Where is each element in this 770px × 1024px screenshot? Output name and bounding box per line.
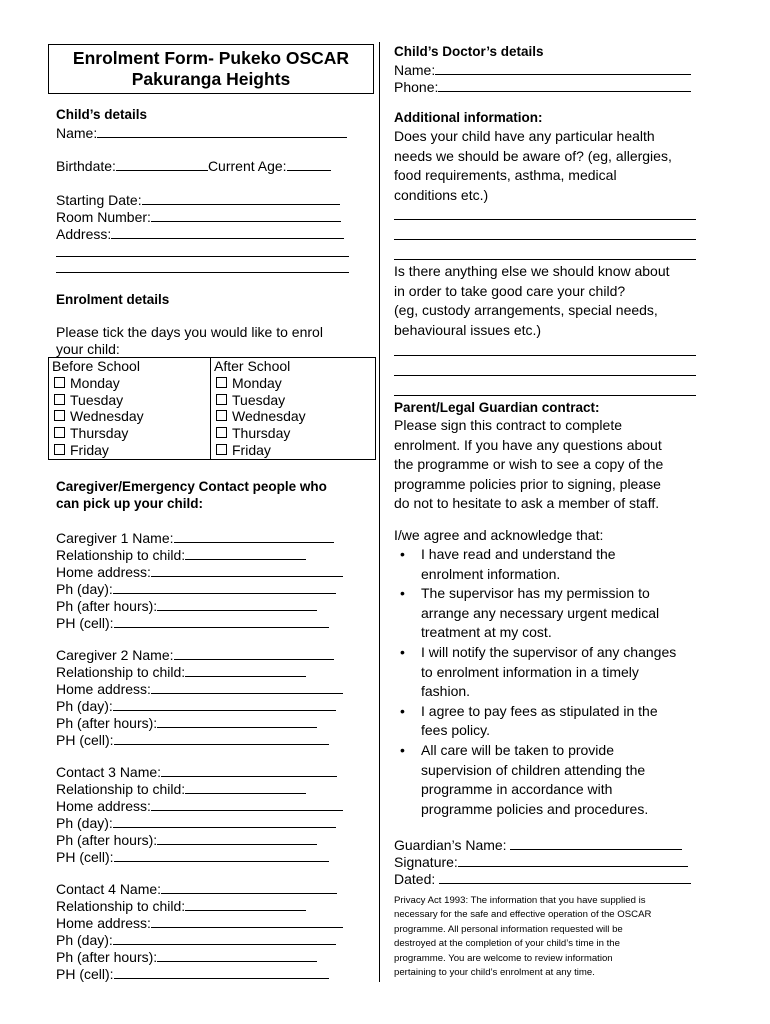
contact-1-field[interactable]: [56, 563, 343, 581]
current-age-line: [287, 157, 331, 171]
contact-field-line: [185, 546, 306, 560]
contact-field-line: [113, 697, 336, 711]
contact-field-label: Home address:: [56, 681, 151, 697]
before-school-header: Before School: [52, 358, 140, 374]
agreement-item: [396, 584, 711, 643]
doctor-name-line: [435, 61, 691, 75]
doctor-phone-label: Phone:: [394, 79, 439, 95]
contact-field-label: Contact 3 Name:: [56, 764, 162, 780]
contact-field-label: Caregiver 2 Name:: [56, 647, 174, 663]
address-field[interactable]: [56, 225, 344, 243]
agreement-item: [396, 643, 711, 702]
day-label: Wednesday: [232, 408, 306, 425]
day-label: Wednesday: [70, 408, 144, 425]
text-line: arrange any necessary urgent medical: [421, 604, 660, 621]
text-line: the programme or wish to see a copy of the: [394, 456, 664, 472]
text-line: programme. All personal information requested will be: [394, 923, 623, 935]
contact-field-line: [174, 529, 334, 543]
additional-info-question-1: [394, 127, 672, 205]
checkbox-icon[interactable]: [216, 427, 227, 438]
text-line: food requirements, asthma, medical: [394, 167, 617, 183]
contact-2-field[interactable]: [56, 646, 334, 664]
contact-3-field[interactable]: [56, 780, 306, 798]
dated-line: [439, 870, 691, 884]
checkbox-icon[interactable]: [54, 410, 65, 421]
contact-field-label: Ph (day):: [56, 932, 113, 948]
dated-field[interactable]: [394, 870, 691, 888]
text-line: programme policies and procedures.: [421, 800, 649, 817]
address-line-2[interactable]: [56, 256, 349, 257]
privacy-notice: [394, 894, 651, 980]
signature-line: [458, 853, 688, 867]
contact-field-label: PH (cell):: [56, 849, 114, 865]
checkbox-icon[interactable]: [216, 444, 227, 455]
checkbox-icon[interactable]: [216, 377, 227, 388]
contact-field-line: [114, 848, 329, 862]
checkbox-icon[interactable]: [216, 394, 227, 405]
column-divider: [379, 42, 380, 982]
checkbox-icon[interactable]: [54, 394, 65, 405]
text-line: enrolment. If you have any questions about: [394, 436, 662, 453]
text-line: Privacy Act 1993: The information that you have supplied is: [394, 895, 646, 906]
starting-date-line: [142, 191, 340, 205]
contact-field-line: [151, 797, 343, 811]
room-number-field[interactable]: [56, 208, 341, 226]
doctor-phone-line: [438, 78, 691, 92]
after-thursday-option[interactable]: [214, 425, 375, 442]
contact-field-line: [114, 731, 329, 745]
contact-1-field[interactable]: [56, 546, 306, 564]
doctor-heading: Child’s Doctor’s details: [394, 44, 544, 59]
agree-intro: I/we agree and acknowledge that:: [394, 527, 604, 543]
agreement-item: [396, 702, 711, 741]
day-label: Monday: [70, 374, 120, 391]
contact-field-label: Ph (day):: [56, 698, 113, 714]
health-answer-line-1[interactable]: [394, 219, 696, 220]
contact-field-label: Ph (after hours):: [56, 949, 158, 965]
contact-field-label: Contact 4 Name:: [56, 881, 162, 897]
enrol-instruction-line-2: your child:: [56, 341, 120, 357]
contract-heading: Parent/Legal Guardian contract:: [394, 400, 600, 415]
room-number-label: Room Number:: [56, 209, 151, 225]
starting-date-field[interactable]: [56, 191, 340, 209]
text-line: behavioural issues etc.): [394, 321, 542, 338]
contact-1-field[interactable]: [56, 597, 317, 615]
contact-field-line: [185, 897, 306, 911]
day-label: Friday: [232, 441, 271, 458]
contact-2-field[interactable]: [56, 663, 306, 681]
day-label: Friday: [70, 441, 109, 458]
signature-field[interactable]: [394, 853, 688, 871]
contact-2-field[interactable]: [56, 680, 343, 698]
doctor-name-label: Name:: [394, 62, 436, 78]
contact-field-line: [151, 563, 343, 577]
text-line: pertaining to your child’s enrolment at any time.: [394, 967, 595, 979]
contact-field-label: Ph (after hours):: [56, 832, 158, 848]
contact-3-field[interactable]: [56, 797, 343, 815]
contact-field-line: [114, 965, 329, 979]
guardian-name-line: [510, 836, 682, 850]
contact-1-field[interactable]: [56, 580, 336, 598]
form-title-line-2: Pakuranga Heights: [131, 69, 291, 89]
contact-field-line: [161, 880, 337, 894]
contact-field-label: Ph (after hours):: [56, 715, 158, 731]
day-label: Tuesday: [232, 391, 286, 408]
contact-field-label: Relationship to child:: [56, 781, 186, 797]
starting-date-label: Starting Date:: [56, 192, 142, 208]
text-line: destroyed at the completion of your child’s time in the: [394, 938, 620, 950]
health-answer-line-2[interactable]: [394, 239, 696, 240]
contact-field-line: [151, 680, 343, 694]
text-line: treatment at my cost.: [421, 624, 552, 641]
contact-3-field[interactable]: [56, 814, 336, 832]
contact-field-label: Relationship to child:: [56, 664, 186, 680]
contact-field-line: [185, 780, 306, 794]
other-answer-line-2[interactable]: [394, 375, 696, 376]
days-table: [48, 357, 376, 460]
agreement-list: [396, 545, 711, 819]
contacts-heading-line-2: can pick up your child:: [56, 496, 204, 511]
contact-field-line: [157, 948, 317, 962]
contact-field-line: [157, 831, 317, 845]
contact-4-field[interactable]: [56, 948, 317, 966]
birthdate-label: Birthdate:: [56, 158, 116, 174]
contact-4-field[interactable]: [56, 931, 336, 949]
agreement-item: [396, 545, 711, 584]
contract-intro: [394, 416, 663, 514]
additional-info-question-2: [394, 262, 670, 340]
checkbox-icon[interactable]: [54, 377, 65, 388]
before-school-column: [49, 358, 211, 460]
checkbox-icon[interactable]: [216, 410, 227, 421]
contact-field-label: Home address:: [56, 564, 151, 580]
health-answer-line-3[interactable]: [394, 259, 696, 260]
room-number-line: [151, 208, 341, 222]
before-wednesday-option[interactable]: [52, 408, 210, 425]
after-monday-option[interactable]: [214, 375, 375, 392]
checkbox-icon[interactable]: [54, 427, 65, 438]
text-line: conditions etc.): [394, 186, 489, 203]
childs-details-heading: Child’s details: [56, 107, 148, 122]
contact-field-label: Home address:: [56, 915, 151, 931]
contact-field-line: [157, 597, 317, 611]
form-title-line-1: Enrolment Form- Pukeko OSCAR: [72, 48, 350, 68]
contact-field-line: [161, 763, 337, 777]
contact-field-label: PH (cell):: [56, 732, 114, 748]
contact-field-line: [113, 580, 336, 594]
signature-label: Signature:: [394, 854, 458, 870]
child-name-line: [97, 124, 347, 138]
contact-4-field[interactable]: [56, 897, 306, 915]
text-line: programme in accordance with: [421, 781, 613, 798]
text-line: • All care will be taken to provide: [421, 741, 614, 758]
after-tuesday-option[interactable]: [214, 392, 375, 409]
contact-4-field[interactable]: [56, 880, 337, 898]
child-name-field[interactable]: [56, 124, 347, 142]
text-line: necessary for the safe and effective operation of the OSCAR: [394, 909, 652, 921]
guardian-name-field[interactable]: [394, 836, 682, 854]
form-title: [48, 44, 374, 94]
contact-3-field[interactable]: [56, 763, 337, 781]
text-line: do not to hesitate to ask a member of staff.: [394, 495, 660, 511]
day-label: Thursday: [70, 425, 129, 442]
address-line-3[interactable]: [56, 272, 349, 273]
text-line: supervision of children attending the: [421, 761, 646, 778]
additional-info-heading: Additional information:: [394, 110, 543, 125]
text-line: • I will notify the supervisor of any changes: [421, 643, 677, 660]
text-line: • The supervisor has my permission to: [421, 585, 650, 602]
contact-field-line: [113, 931, 336, 945]
text-line: needs we should be aware of? (eg, allergies,: [394, 147, 672, 164]
text-line: • I agree to pay fees as stipulated in the: [421, 702, 658, 719]
day-label: Monday: [232, 374, 282, 391]
contact-field-line: [151, 914, 343, 928]
contact-field-label: PH (cell):: [56, 615, 114, 631]
guardian-name-label: Guardian’s Name:: [394, 837, 507, 853]
day-label: Thursday: [232, 425, 291, 442]
contact-field-label: Ph (day):: [56, 815, 113, 831]
contact-field-label: Relationship to child:: [56, 547, 186, 563]
text-line: Is there anything else we should know about: [394, 263, 670, 279]
contact-4-field[interactable]: [56, 965, 329, 983]
before-friday-option[interactable]: [52, 442, 210, 459]
contact-1-field[interactable]: [56, 529, 334, 547]
contact-field-label: Ph (after hours):: [56, 598, 158, 614]
contact-4-field[interactable]: [56, 914, 343, 932]
address-line: [111, 225, 344, 239]
contact-field-line: [114, 614, 329, 628]
doctor-phone-field[interactable]: [394, 78, 691, 96]
contact-field-line: [157, 714, 317, 728]
after-friday-option[interactable]: [214, 442, 375, 459]
contact-3-field[interactable]: [56, 848, 329, 866]
child-name-label: Name:: [56, 125, 98, 141]
text-line: Please sign this contract to complete: [394, 417, 623, 433]
text-line: programme policies prior to signing, please: [394, 475, 661, 492]
other-answer-line-3[interactable]: [394, 395, 696, 396]
checkbox-icon[interactable]: [54, 444, 65, 455]
contact-3-field[interactable]: [56, 831, 317, 849]
contact-2-field[interactable]: [56, 731, 329, 749]
contact-field-line: [113, 814, 336, 828]
enrol-instruction-line-1: Please tick the days you would like to enrol: [56, 324, 323, 340]
text-line: programme. You are welcome to review information: [394, 952, 613, 964]
dated-label: Dated:: [394, 871, 436, 887]
enrolment-details-heading: Enrolment details: [56, 292, 170, 307]
text-line: • I have read and understand the: [421, 546, 616, 562]
text-line: fees policy.: [421, 722, 490, 739]
after-wednesday-option[interactable]: [214, 408, 375, 425]
after-school-header: After School: [214, 358, 291, 374]
contact-field-line: [185, 663, 306, 677]
contact-field-label: Home address:: [56, 798, 151, 814]
current-age-label: Current Age:: [207, 158, 287, 174]
day-label: Tuesday: [70, 391, 124, 408]
before-thursday-option[interactable]: [52, 425, 210, 442]
text-line: enrolment information.: [421, 565, 561, 582]
contact-2-field[interactable]: [56, 697, 336, 715]
text-line: Does your child have any particular health: [394, 128, 655, 144]
text-line: in order to take good care your child?: [394, 282, 626, 299]
text-line: fashion.: [421, 683, 471, 700]
doctor-name-field[interactable]: [394, 61, 691, 79]
contact-2-field[interactable]: [56, 714, 317, 732]
before-tuesday-option[interactable]: [52, 392, 210, 409]
contact-field-label: PH (cell):: [56, 966, 114, 982]
contacts-heading-line-1: Caregiver/Emergency Contact people who: [56, 479, 327, 494]
contact-field-label: Caregiver 1 Name:: [56, 530, 174, 546]
contact-field-line: [174, 646, 334, 660]
text-line: to enrolment information in a timely: [421, 663, 639, 680]
contact-field-label: Relationship to child:: [56, 898, 186, 914]
text-line: (eg, custody arrangements, special needs,: [394, 302, 658, 318]
before-monday-option[interactable]: [52, 375, 210, 392]
address-label: Address:: [56, 226, 112, 242]
agreement-item: [396, 741, 711, 819]
contact-1-field[interactable]: [56, 614, 329, 632]
birthdate-line: [116, 157, 208, 171]
contact-field-label: Ph (day):: [56, 581, 113, 597]
birthdate-age-field[interactable]: [56, 157, 331, 175]
after-school-column: [211, 358, 376, 460]
other-answer-line-1[interactable]: [394, 355, 696, 356]
